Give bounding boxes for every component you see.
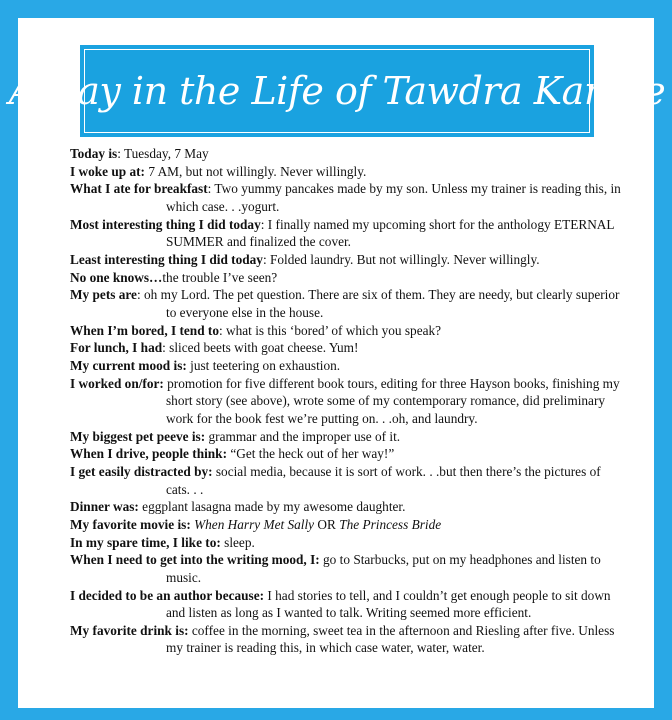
entry-label: I get easily distracted by — [70, 463, 209, 479]
entry-label: I woke up at: — [70, 163, 145, 179]
entry-label: When I need to get into the writing mood, I — [70, 552, 316, 568]
entry-author-because — [70, 587, 626, 622]
entry-label: When I’m bored, I tend to — [70, 322, 219, 338]
entry-drive — [70, 445, 626, 463]
entry-label: When I drive, people think — [70, 446, 223, 462]
entry-bored — [70, 322, 626, 340]
entry-no-one-knows — [70, 269, 626, 287]
entry-pets — [70, 286, 626, 321]
entry-label: Dinner was — [70, 499, 135, 515]
entry-sep: : — [186, 516, 191, 532]
entry-value: Tuesday, 7 May — [120, 146, 209, 161]
entry-sep: : — [159, 375, 164, 391]
entry-value: coffee in the morning, sweet tea in the afternoon and Riesling after five. Unless my trainer is reading this, in which case water, water, water. — [166, 622, 615, 656]
entry-sep: : — [182, 357, 187, 373]
entry-label: My favorite drink is — [70, 622, 185, 638]
entry-label: What I ate for breakfast — [70, 181, 208, 197]
entry-favorite-drink — [70, 622, 626, 657]
entry-sep: : — [260, 216, 265, 232]
entry-value: what is this ‘bored’ of which you speak? — [222, 322, 442, 338]
entry-sep: : — [259, 587, 265, 603]
entry-value: Folded laundry. But not willingly. Never willingly. — [266, 251, 540, 267]
entry-sep: : — [207, 181, 212, 197]
entry-lunch — [70, 339, 626, 357]
page-title: A Day in the Life of Tawdra Kandle — [8, 69, 666, 113]
title-banner-frame — [8, 49, 666, 133]
entry-sep: : — [208, 463, 213, 479]
entry-value: grammar and the improper use of it. — [205, 428, 401, 444]
entry-distracted — [70, 463, 626, 498]
entry-label: Least interesting thing I did today — [70, 251, 263, 267]
questionnaire — [70, 145, 626, 657]
movie-title: When Harry Met Sally — [194, 516, 315, 532]
entry-today — [70, 145, 626, 163]
entry-value: the trouble I’ve seen? — [162, 269, 278, 285]
entry-label: I worked on/for — [70, 375, 160, 391]
entry-spare-time — [70, 534, 626, 552]
entry-label: My current mood is — [70, 357, 183, 373]
entry-value: I finally named my upcoming short for the anthology ETERNAL SUMMER and finalized the cover. — [166, 216, 615, 250]
entry-conjunction: OR — [314, 516, 340, 532]
entry-breakfast — [70, 180, 626, 215]
entry-value: just teetering on exhaustion. — [186, 357, 341, 373]
entry-value: oh my Lord. The pet question. There are six of them. They are needy, but clearly superior to everyone else in the house. — [140, 287, 620, 320]
entry-dinner — [70, 498, 626, 516]
entry-woke-up — [70, 163, 626, 181]
entry-value: sleep. — [220, 534, 255, 550]
entry-mood — [70, 357, 626, 375]
entry-sep: : — [262, 251, 267, 267]
entry-least-interesting — [70, 251, 626, 269]
entry-sep: : — [222, 446, 228, 462]
movie-title: The Princess Bride — [339, 516, 442, 532]
entry-label: Today is — [70, 146, 118, 161]
entry-label: I decided to be an author because — [70, 587, 260, 603]
entry-label: My favorite movie is — [70, 516, 187, 532]
entry-label: In my spare time, I like to — [70, 534, 217, 550]
entry-sep: : — [216, 534, 221, 550]
entry-sep: : — [134, 499, 139, 515]
entry-value: eggplant lasagna made by my awesome daughter. — [138, 499, 406, 515]
entry-value: “Get the heck out of her way!” — [227, 446, 395, 462]
entry-label: No one knows… — [70, 269, 163, 285]
entry-label: My pets are — [70, 287, 137, 303]
entry-pet-peeve — [70, 428, 626, 446]
entry-movie — [70, 516, 626, 534]
entry-label: Most interesting thing I did today — [70, 216, 261, 232]
entry-sep: : — [184, 622, 189, 638]
entry-value: sliced beets with goat cheese. Yum! — [165, 340, 359, 356]
entry-worked-on — [70, 375, 626, 428]
entry-sep: : — [200, 428, 206, 444]
entry-value: Two yummy pancakes made by my son. Unless my trainer is reading this, in which case. . .yogurt. — [166, 181, 621, 214]
entry-label: My biggest pet peeve is — [70, 428, 201, 444]
entry-value: 7 AM, but not willingly. Never willingly. — [145, 163, 367, 179]
entry-sep: : — [117, 146, 121, 161]
entry-sep: : — [219, 322, 223, 338]
title-banner — [8, 45, 666, 137]
entry-writing-mood — [70, 551, 626, 586]
entry-label: For lunch, I had — [70, 340, 163, 356]
entry-sep: : — [162, 340, 166, 356]
entry-most-interesting — [70, 216, 626, 251]
entry-sep: : — [136, 287, 141, 303]
entry-value: social media, because it is sort of work. . .but then there’s the pictures of cats. . . — [166, 463, 601, 497]
entry-value: promotion for five different book tours, editing for three Hayson books, finishing my short story (see above), wrote some of my contemporary romance, did preliminary work for the book fest we’re putting on. . .oh, and laundry. — [163, 375, 620, 426]
entry-sep: : — [315, 552, 320, 568]
entry-value: I had stories to tell, and I couldn’t get enough people to sit down and listen as long as I wanted to talk. Writing seemed more efficient. — [166, 587, 611, 621]
entry-value: go to Starbucks, put on my headphones and listen to music. — [166, 552, 601, 585]
